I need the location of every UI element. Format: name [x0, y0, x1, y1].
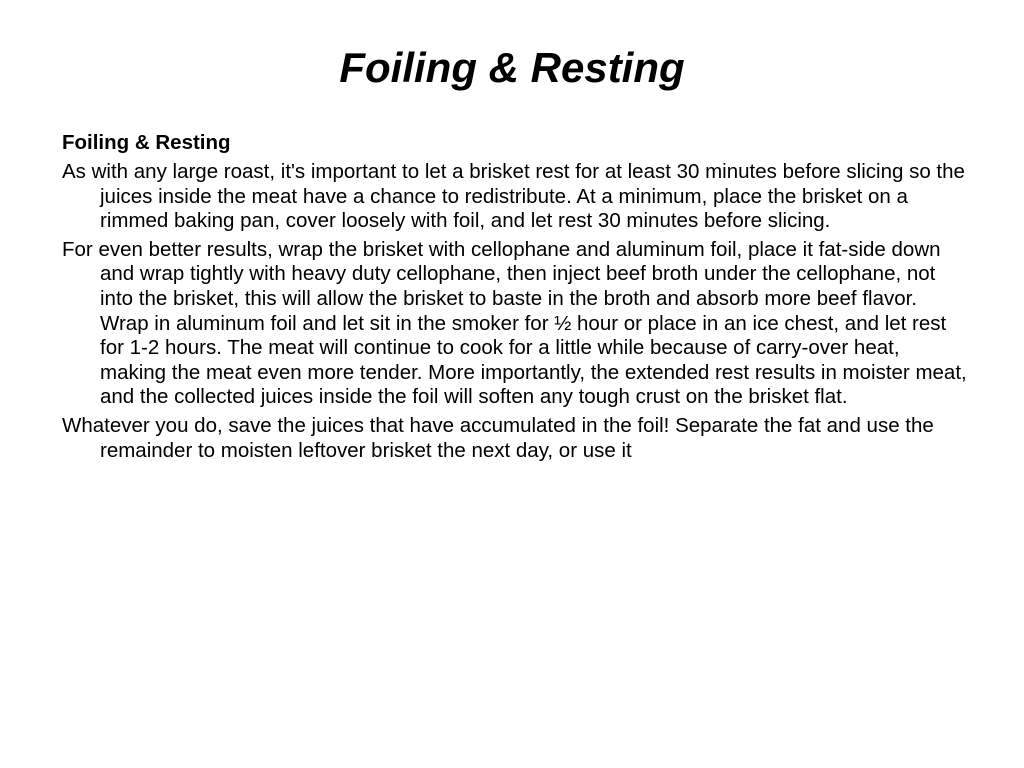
paragraph-rest-basics: As with any large roast, it's important to let a brisket rest for at least 30 minutes before slicing so the juices inside the meat have a chance to redistribute. At a minimum, place the brisket on a rimmed baking pan, cover loosely with foil, and let rest 30 minutes before slicing. — [62, 160, 965, 233]
paragraph-save-juices: Whatever you do, save the juices that have accumulated in the foil! Separate the fat and use the remainder to moisten leftover brisket the next day, or use it — [62, 413, 934, 462]
slide-title: Foiling & Resting — [339, 44, 685, 91]
section-heading: Foiling & Resting — [62, 131, 231, 154]
slide-body — [62, 129, 968, 463]
paragraph-wrap-method: For even better results, wrap the brisket with cellophane and aluminum foil, place it fat-side down and wrap tightly with heavy duty cellophane, then inject beef broth under the cellophane, not into the brisket, this will allow the brisket to baste in the broth and absorb more beef flavor. Wrap in aluminum foil and let sit in the smoker for ½ hour or place in an ice chest, and let rest for 1-2 hours. The meat will continue to cook for a little while because of carry-over heat, making the meat even more tender. More importantly, the extended rest results in moister meat, and the collected juices inside the foil will soften any tough crust on the brisket flat. — [62, 237, 967, 409]
